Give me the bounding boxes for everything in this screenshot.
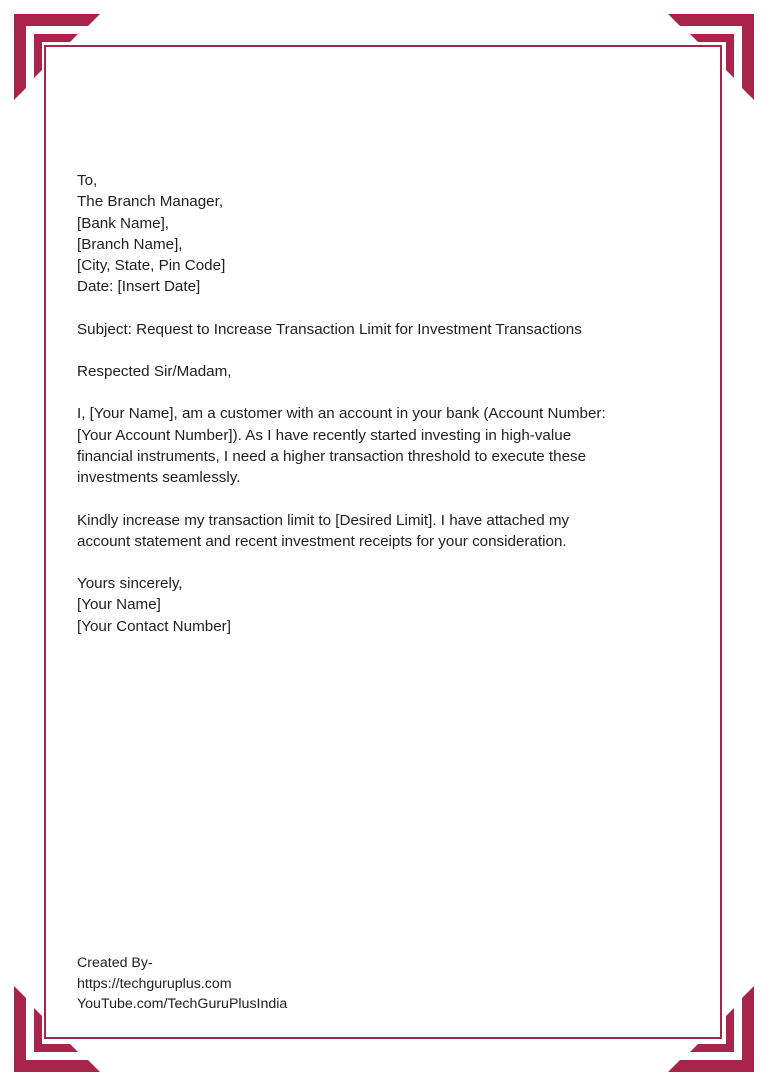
paragraph-line: account statement and recent investment receipts for your consideration. — [77, 532, 567, 550]
body-paragraph-1 — [77, 403, 687, 488]
address-to: To, — [77, 172, 98, 189]
closing-block — [77, 573, 687, 637]
letter-body — [77, 170, 687, 637]
body-paragraph-2 — [77, 510, 687, 553]
paragraph-line: financial instruments, I need a higher transaction threshold to execute these — [77, 447, 587, 465]
corner-ornament-bottom-right — [654, 972, 754, 1072]
credits-youtube-link[interactable]: YouTube.com/TechGuruPlusIndia — [77, 996, 288, 1012]
closing-contact: [Your Contact Number] — [77, 617, 231, 635]
paragraph-line: Kindly increase my transaction limit to [Desired Limit]. I have attached my — [77, 511, 570, 529]
credits-website-link[interactable]: https://techguruplus.com — [77, 975, 232, 992]
credits-created-by: Created By- — [77, 955, 153, 971]
paragraph-line: investments seamlessly. — [77, 469, 241, 487]
address-branch: [Branch Name], — [77, 235, 183, 253]
closing-signoff: Yours sincerely, — [77, 575, 183, 593]
paragraph-line: [Your Account Number]). As I have recently started investing in high-value — [77, 426, 572, 444]
address-block — [77, 170, 687, 298]
closing-name: [Your Name] — [77, 596, 161, 614]
address-bank: [Bank Name], — [77, 214, 170, 232]
paragraph-line: I, [Your Name], am a customer with an account in your bank (Account Number: — [77, 405, 606, 423]
salutation: Respected Sir/Madam, — [77, 363, 232, 381]
subject-line: Subject: Request to Increase Transaction Limit for Investment Transactions — [77, 320, 582, 338]
credits-footer — [77, 953, 477, 1015]
address-city: [City, State, Pin Code] — [77, 257, 226, 275]
corner-ornament-top-right — [654, 14, 754, 114]
corner-ornament-top-left — [14, 14, 114, 114]
address-date: Date: [Insert Date] — [77, 278, 201, 296]
address-recipient: The Branch Manager, — [77, 193, 224, 211]
